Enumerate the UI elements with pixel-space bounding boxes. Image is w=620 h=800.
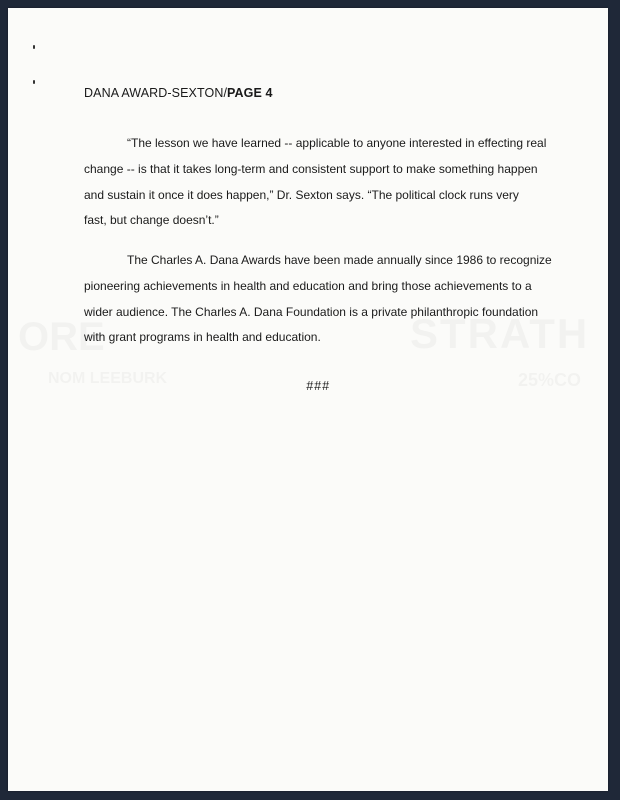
end-of-release-mark: ###: [306, 379, 330, 393]
header-title: DANA AWARD-SEXTON/: [84, 86, 228, 100]
page-number: PAGE 4: [227, 86, 273, 100]
text-line: The Charles A. Dana Awards have been made annually since 1986 to recognize: [127, 253, 552, 267]
scan-mark: [33, 80, 35, 84]
paragraph-foundation: [84, 248, 554, 351]
paragraph-quote: [84, 131, 554, 234]
text-line: fast, but change doesn’t.”: [84, 213, 219, 228]
text-line: pioneering achievements in health and education and bring those achievements to a: [84, 278, 532, 293]
text-line: “The lesson we have learned -- applicable to anyone interested in effecting real: [127, 136, 547, 150]
document-page: [8, 8, 608, 791]
page-header: [84, 86, 273, 100]
text-line: change -- is that it takes long-term and consistent support to make something happen: [84, 161, 538, 176]
text-line: and sustain it once it does happen,” Dr. Sexton says. “The political clock runs very: [84, 187, 519, 202]
text-line: wider audience. The Charles A. Dana Foundation is a private philanthropic foundation: [84, 304, 539, 319]
scan-mark: [33, 45, 35, 49]
text-line: with grant programs in health and education.: [84, 330, 321, 345]
